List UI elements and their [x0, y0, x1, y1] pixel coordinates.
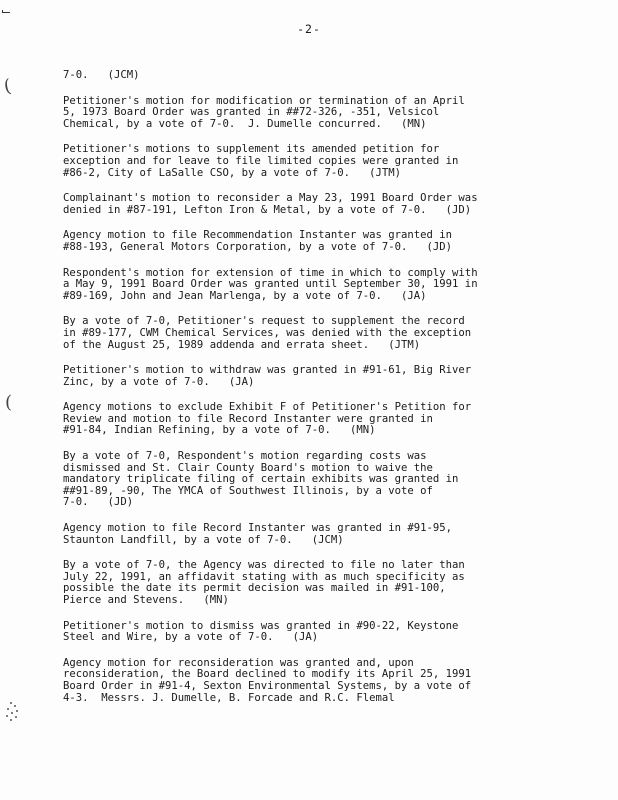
paragraph: Petitioner's motion to dismiss was granted in #90-22, Keystone Steel and Wire, by a vote of 7-0. (JA)	[63, 619, 459, 644]
paragraph: By a vote of 7-0, Petitioner's request to supplement the record in #89-177, CWM Chemical Services, was denied with the exception of the August 25, 1989 addenda and errata sheet. (JTM)	[63, 315, 472, 351]
paragraph: By a vote of 7-0, the Agency was directed to file no later than July 22, 1991, an affidavit stating with as much specificity as possible the date its permit decision was mailed in #91-100, Pierce and Stevens. (MN)	[63, 559, 465, 606]
paragraph: Complainant's motion to reconsider a May 23, 1991 Board Order was denied in #87-191, Lefton Iron & Metal, by a vote of 7-0. (JD)	[63, 192, 478, 216]
paragraph: Petitioner's motion to withdraw was granted in #91-61, Big River Zinc, by a vote of 7-0. (JA)	[63, 364, 472, 388]
paragraph: Respondent's motion for extension of time in which to comply with a May 9, 1991 Board Order was granted until September 30, 1991 in #89-169, John and Jean Marlenga, by a vote of 7-0. (JA)	[63, 266, 478, 302]
document-body	[63, 70, 548, 718]
punch-hole-mark-icon: (	[2, 75, 13, 98]
punch-hole-mark-icon: (	[5, 392, 13, 413]
page-number: -2-	[297, 22, 321, 36]
paragraph: 7-0. (JCM)	[63, 69, 140, 81]
paragraph: By a vote of 7-0, Respondent's motion regarding costs was dismissed and St. Clair County Board's motion to waive the mandatory triplicate filing of certain exhibits was granted in ##91-89, -90, The YMCA of Southwest Illinois, by a vote of 7-0. (JD)	[63, 450, 459, 509]
paragraph: Agency motion to file Recommendation Instanter was granted in #88-193, General Motors Corporation, by a vote of 7-0. (JD)	[63, 229, 453, 253]
paragraph: Petitioner's motion for modification or termination of an April 5, 1973 Board Order was granted in ##72-326, -351, Velsicol Chemical, by a vote of 7-0. J. Dumelle concurred. (MN)	[63, 94, 465, 130]
paragraph: Petitioner's motions to supplement its amended petition for exception and for leave to file limited copies were granted in #86-2, City of LaSalle CSO, by a vote of 7-0. (JTM)	[63, 143, 459, 179]
punch-hole-dots-icon	[4, 700, 22, 724]
paragraph: Agency motion for reconsideration was granted and, upon reconsideration, the Board declined to modify its April 25, 1991 Board Order in #91-4, Sexton Environmental Systems, by a vote of 4-3. Messrs. J. Dumelle, B. Forcade and R.C. Flemal	[63, 656, 472, 704]
paragraph: Agency motions to exclude Exhibit F of Petitioner's Petition for Review and motion to file Record Instanter were granted in #91-84, Indian Refining, by a vote of 7-0. (MN)	[63, 401, 472, 437]
paragraph: Agency motion to file Record Instanter was granted in #91-95, Staunton Landfill, by a vote of 7-0. (JCM)	[63, 522, 453, 546]
corner-tick-mark	[2, 12, 10, 13]
